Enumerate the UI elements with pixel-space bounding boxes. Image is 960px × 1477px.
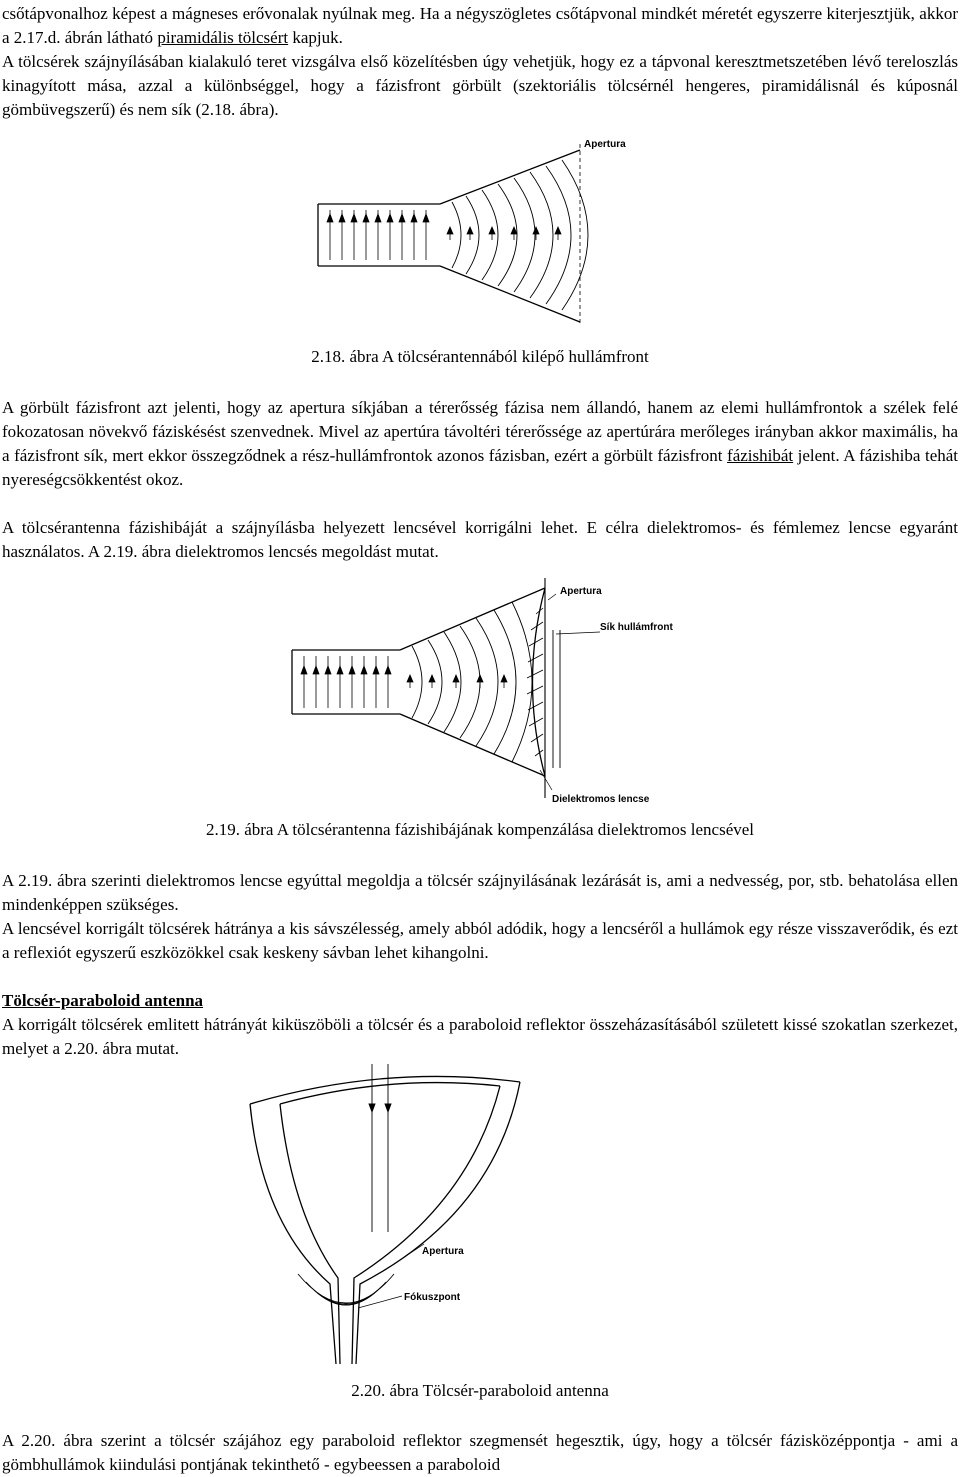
plane-wavefront-label: Sík hullámfront	[600, 622, 673, 633]
paragraph-5: A 2.19. ábra szerinti dielektromos lencse egyúttal megoldja a tölcsér szájnyilásának lezárását is, ami a nedvesség, por, stb. behatolása ellen mindenképpen szükséges.	[2, 871, 958, 914]
paragraph-8: A 2.20. ábra szerint a tölcsér szájához egy paraboloid reflektor szegmensét hegesztik, úgy, hogy a tölcsér fázisközéppontja - ami a gömbhullámok kiindulási pontjának tekinthető - egybeessen a paraboloid	[2, 1431, 958, 1474]
paragraph-1	[2, 2, 958, 50]
dielectric-lens-label: Dielektromos lencse	[552, 794, 650, 805]
figure-2-18	[0, 130, 960, 350]
paragraph-1-tail: kapjuk.	[288, 28, 343, 47]
paragraph-1-text: csőtápvonalhoz képest a mágneses erővonalak nyúlnak meg. Ha a négyszögletes csőtápvonal mindkét méretét egyszerre kiterjesztjük, akkor a 2.17.d. ábrán látható	[2, 4, 958, 47]
fazishiba-link[interactable]: fázishibát	[727, 446, 794, 465]
apertura-label-218: Apertura	[584, 139, 626, 150]
apertura-label-219: Apertura	[560, 586, 602, 597]
paragraph-6: A lencsével korrigált tölcsérek hátránya a kis sávszélesség, amely abból adódik, hogy a lencséről a hullámok egy része visszaverődik, és ezt a reflexiót egyszerű eszközökkel csak keskeny sávban lehet kihangolni.	[2, 919, 958, 962]
figure-2-20	[0, 1064, 960, 1374]
section-heading: Tölcsér-paraboloid antenna	[2, 991, 204, 1010]
paragraph-7: A korrigált tölcsérek emlitett hátrányát kiküszöböli a tölcsér és a paraboloid reflektor összeházasításából született kissé szokatlan szerkezet, melyet a 2.20. ábra mutat.	[2, 1015, 958, 1058]
figure-2-19	[0, 570, 960, 810]
paragraph-2: A tölcsérek szájnyílásában kialakuló teret vizsgálva első közelítésben úgy vehetjük, hogy ez a tápvonal keresztmetszetében lévő tereloszlás kinagyított mása, azzal a különbséggel, hogy a fázisfront görbült (szektoriális tölcsérnél hengeres, piramidálisnál és kúposnál gömbüvegszerű) és nem sík (2.18. ábra).	[2, 52, 958, 119]
apertura-label-220: Apertura	[422, 1246, 464, 1257]
figure-2-20-caption: 2.20. ábra Tölcsér-paraboloid antenna	[351, 1381, 609, 1400]
figure-2-18-caption: 2.18. ábra A tölcsérantennából kilépő hullámfront	[311, 347, 649, 366]
lens-hatch	[527, 608, 543, 756]
piramidalis-link[interactable]: piramidális tölcsért	[157, 28, 289, 47]
paragraph-3-tail: jelent. A fázishiba tehát nyereségcsökkentést okoz.	[2, 446, 959, 489]
paragraph-4: A tölcsérantenna fázishibáját a szájnyílásba helyezett lencsével korrigálni lehet. E célra dielektromos- és fémlemez lencse egyaránt használatos. A 2.19. ábra dielektromos lencsés megoldást mutat.	[2, 518, 958, 561]
figure-2-19-caption: 2.19. ábra A tölcsérantenna fázishibájának kompenzálása dielektromos lencsével	[205, 820, 755, 839]
focus-point-label: Fókuszpont	[404, 1292, 461, 1303]
paragraph-3	[2, 396, 958, 492]
guide-arrows	[327, 210, 429, 260]
paragraph-3-text: A görbült fázisfront azt jelenti, hogy az apertura síkjában a térerősség fázisa nem állandó, hanem az elemi hullámfrontok a szélek felé fokozatosan növekvő fáziskésést szenvednek. Mivel az apertúra távoltéri térerőssége az apertúrára merőleges irányban akkor maximális, ha a fázisfront sík, mert ekkor összegződnek a rész-hullámfrontok azonos fázisban, ezért a görbült fázisfront	[2, 398, 958, 465]
